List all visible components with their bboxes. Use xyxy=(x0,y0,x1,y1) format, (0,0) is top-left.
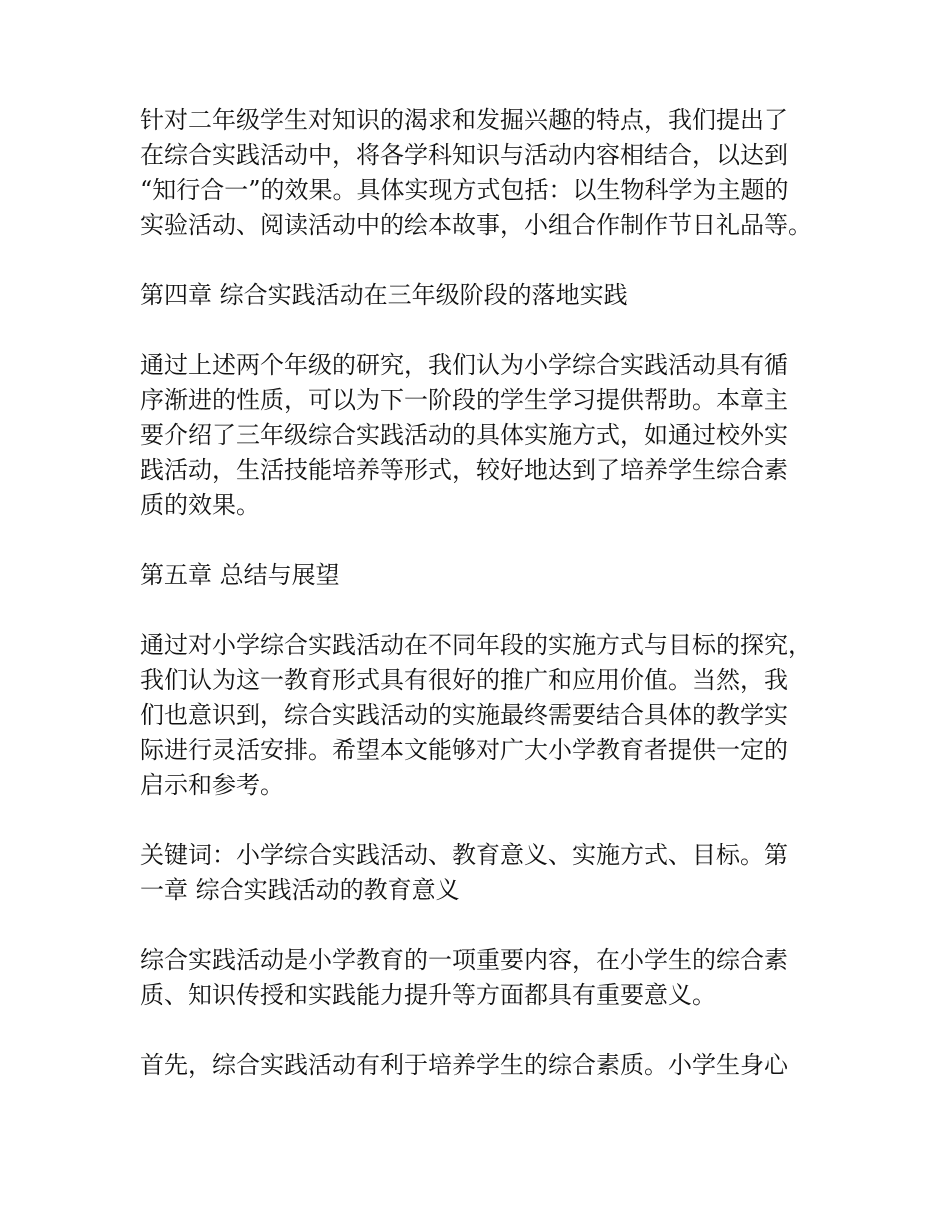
text-line: 在综合实践活动中，将各学科知识与活动内容相结合，以达到 xyxy=(140,141,788,169)
text-line: 针对二年级学生对知识的渴求和发掘兴趣的特点，我们提出了 xyxy=(140,106,788,134)
text-line: 首先，综合实践活动有利于培养学生的综合素质。小学生身心 xyxy=(140,1051,788,1079)
text-line: 践活动，生活技能培养等形式，较好地达到了培养学生综合素 xyxy=(140,456,788,484)
paragraph-summary xyxy=(140,628,830,803)
text-line: 综合实践活动是小学教育的一项重要内容，在小学生的综合素 xyxy=(140,946,788,974)
text-line: 实验活动、阅读活动中的绘本故事，小组合作制作节日礼品等。 xyxy=(140,211,812,239)
paragraph-grade-two xyxy=(140,103,830,243)
text-line: 质的效果。 xyxy=(140,491,260,519)
paragraph-keywords xyxy=(140,838,830,908)
paragraph-first-point xyxy=(140,1048,830,1083)
text-line: 启示和参考。 xyxy=(140,771,284,799)
text-line: 序渐进的性质，可以为下一阶段的学生学习提供帮助。本章主 xyxy=(140,386,788,414)
text-line: 关键词：小学综合实践活动、教育意义、实施方式、目标。第 xyxy=(140,841,788,869)
chapter-five-heading: 第五章 总结与展望 xyxy=(140,561,340,589)
text-line: 通过上述两个年级的研究，我们认为小学综合实践活动具有循 xyxy=(140,351,788,379)
paragraph-grade-three xyxy=(140,348,830,523)
text-line: 一章 综合实践活动的教育意义 xyxy=(140,876,460,904)
text-line: 际进行灵活安排。希望本文能够对广大小学教育者提供一定的 xyxy=(140,736,788,764)
text-line: 们也意识到，综合实践活动的实施最终需要结合具体的教学实 xyxy=(140,701,788,729)
paragraph-educational-significance xyxy=(140,943,830,1013)
text-line: 我们认为这一教育形式具有很好的推广和应用价值。当然，我 xyxy=(140,666,788,694)
text-line: “知行合一”的效果。具体实现方式包括：以生物科学为主题的 xyxy=(140,176,789,204)
text-line: 质、知识传授和实践能力提升等方面都具有重要意义。 xyxy=(140,981,716,1009)
chapter-four-heading: 第四章 综合实践活动在三年级阶段的落地实践 xyxy=(140,281,628,309)
text-line: 要介绍了三年级综合实践活动的具体实施方式，如通过校外实 xyxy=(140,421,788,449)
text-line: 通过对小学综合实践活动在不同年段的实施方式与目标的探究， xyxy=(140,631,812,659)
document-page xyxy=(140,103,830,1118)
